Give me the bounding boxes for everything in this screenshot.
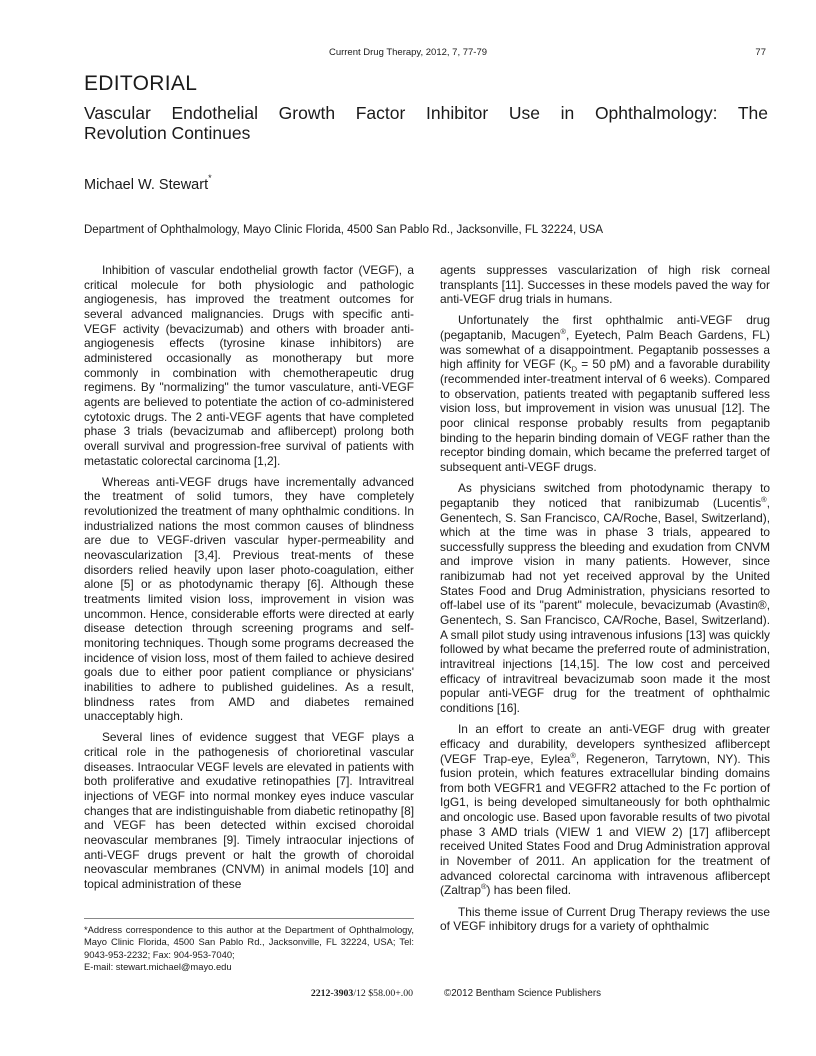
paragraph: Inhibition of vascular endothelial growth factor (VEGF), a critical molecule for both physiologic and pathologic angiogenesis, has improved the treatment outcomes for several advanced malignancies. Drugs with specific anti-VEGF activity (bevacizumab) and others with broader anti-angiogenesis effects (tyrosine kinase inhibitors) are administered occasionally as monotherapy but more commonly in combination with chemotherapeutic drug regimens. By "normalizing" the tumor vasculature, anti-VEGF agents are believed to potentiate the action of co-administered cytotoxic drugs. The 2 anti-VEGF agents that have completed phase 3 trials (bevacizumab and aflibercept) prolong both overall survival and progression-free survival of patients with metastatic colorectal carcinoma [1,2]. [84,263,414,468]
author [84,175,212,193]
article-title [84,103,768,143]
text-run: , Genentech, S. San Francisco, CA/Roche, Basel, Switzerland), which at the time was in phase 3 trials, appeared to successfully suppress the bleeding and exudation from CNVM and improve vision in many patients. However, since ranibizumab had not yet received approval by the United States Food and Drug Administration, physicians resorted to off-label use of its "parent" molecule, bevacizumab (Avastin®, Genentech, S. San Francisco, CA/Roche, Basel, Switzerland). A small pilot study using intravenous infusions [13] was quickly followed by what became the preferred route of administration, intravitreal injections [14,15]. The low cost and perceived efficacy of intravitreal bevacizumab soon made it the most popular anti-VEGF drug for the treatment of ophthalmic conditions [16]. [440,495,770,716]
registered-mark: ® [480,882,487,892]
copyright: ©2012 Bentham Science Publishers [444,988,601,999]
author-name: Michael W. Stewart [84,176,209,193]
footnote-text: *Address correspondence to this author at the Department of Ophthalmology, Mayo Clinic Florida, 4500 San Pablo Rd., Jacksonville, FL 32224, USA; Tel: 9043-953-2232; Fax: 904-953-7040; [84,924,414,960]
issn-price: /12 $58.00+.00 [353,988,413,999]
right-column [440,263,770,940]
paragraph: Whereas anti-VEGF drugs have incrementally advanced the treatment of solid tumors, they have completely revolutionized the treatment of many ophthalmic conditions. In industrialized nations the most common causes of blindness are due to VEGF-driven vascular hyper-permeability and neovascularization [3,4]. Previous treat-ments of these disorders relied heavily upon laser photo-coagulation, either alone [5] or as photodynamic therapy [6]. Although these treatments limited vision loss, improvement in vision was uncommon. Hence, considerable efforts were directed at early disease detection through screening programs and self-monitoring techniques. Though some programs decreased the incidence of vision loss, most of them failed to achieve desired goals due to either poor patient compliance or physicians' inabilities to adhere to published guidelines. As a result, blindness rates from AMD and diabetes remained unacceptably high. [84,474,414,724]
footnote-email[interactable]: E-mail: stewart.michael@mayo.edu [84,961,232,973]
registered-mark: ® [761,494,767,504]
paragraph: This theme issue of Current Drug Therapy reviews the use of VEGF inhibitory drugs for a variety of ophthalmic [440,904,770,934]
text-run: ) has been filed. [486,883,572,898]
affiliation: Department of Ophthalmology, Mayo Clinic Florida, 4500 San Pablo Rd., Jacksonville, FL 32224, USA [84,224,604,236]
paragraph [440,313,770,474]
registered-mark: ® [570,750,576,760]
text-run: = 50 pM) and a favorable durability (recommended inter-treatment interval of 6 weeks). Compared to observation, patients treated with pegaptanib suffered less vision loss, but improvement in vision was unusual [12]. The poor clinical response probably results from pegaptanib binding to the heparin binding domain of VEGF rather than the receptor binding domain, which became the preferred target of subsequent anti-VEGF drugs. [440,357,770,475]
paragraph-continued: agents suppresses vascularization of high risk corneal transplants [11]. Successes in these models paved the way for anti-VEGF drug trials in humans. [440,263,770,307]
article-title-line-1: Vascular Endothelial Growth Factor Inhibitor Use in Ophthalmology: The [84,103,768,123]
registered-mark: ® [560,327,566,337]
paragraph: Several lines of evidence suggest that VEGF plays a critical role in the pathogenesis of chorioretinal vascular diseases. Intraocular VEGF levels are elevated in patients with both proliferative and exudative retinopathies [7]. Intravitreal injections of VEGF into normal monkey eyes induce vascular changes that are indistinguishable from diabetic retinopathy [8] and VEGF has been detected within excised choroidal neovascular membranes [9]. Timely intraocular injections of anti-VEGF drugs prevent or halt the growth of choroidal neovascular membranes (CNVM) in animal models [10] and topical administration of these [84,730,414,891]
left-column [84,263,414,898]
issn-number: 2212-3903 [310,988,354,999]
text-run: In an effort to create an anti-VEGF drug with greater efficacy and durability, developers synthesized aflibercept (VEGF Trap-eye, Eylea [440,722,770,766]
paragraph [440,481,770,716]
text-run: Unfortunately the first ophthalmic anti-VEGF drug (pegaptanib, Macugen [440,313,770,343]
journal-citation: Current Drug Therapy, 2012, 7, 77-79 [328,47,488,58]
article-title-line-2: Revolution Continues [84,123,251,143]
text-run: , Eyetech, Palm Beach Gardens, FL) was somewhat of a disappointment. Pegaptanib possesses a high affinity for VEGF (K [440,328,770,372]
correspondence-marker: * [208,173,212,183]
section-label: EDITORIAL [84,72,198,95]
page-number: 77 [755,47,766,58]
paragraph [440,722,770,898]
issn [311,988,413,999]
text-run: , Regeneron, Tarrytown, NY). This fusion protein, which features extracellular binding domains from both VEGFR1 and VEGFR2 attached to the Fc portion of IgG1, is being developed simultaneously for both ophthalmic and oncologic use. Based upon favorable results of two pivotal phase 3 AMD trials (VIEW 1 and VIEW 2) [17] aflibercept received United States Food and Drug Administration approval in November of 2011. An application for the treatment of advanced colorectal carcinoma with intravenous aflibercept (Zaltrap [440,751,770,898]
subscript: D [571,364,577,374]
footnote [84,924,414,974]
text-run: As physicians switched from photodynamic therapy to pegaptanib they noticed that ranibizumab (Lucentis [440,481,770,510]
footnote-divider [84,918,414,919]
